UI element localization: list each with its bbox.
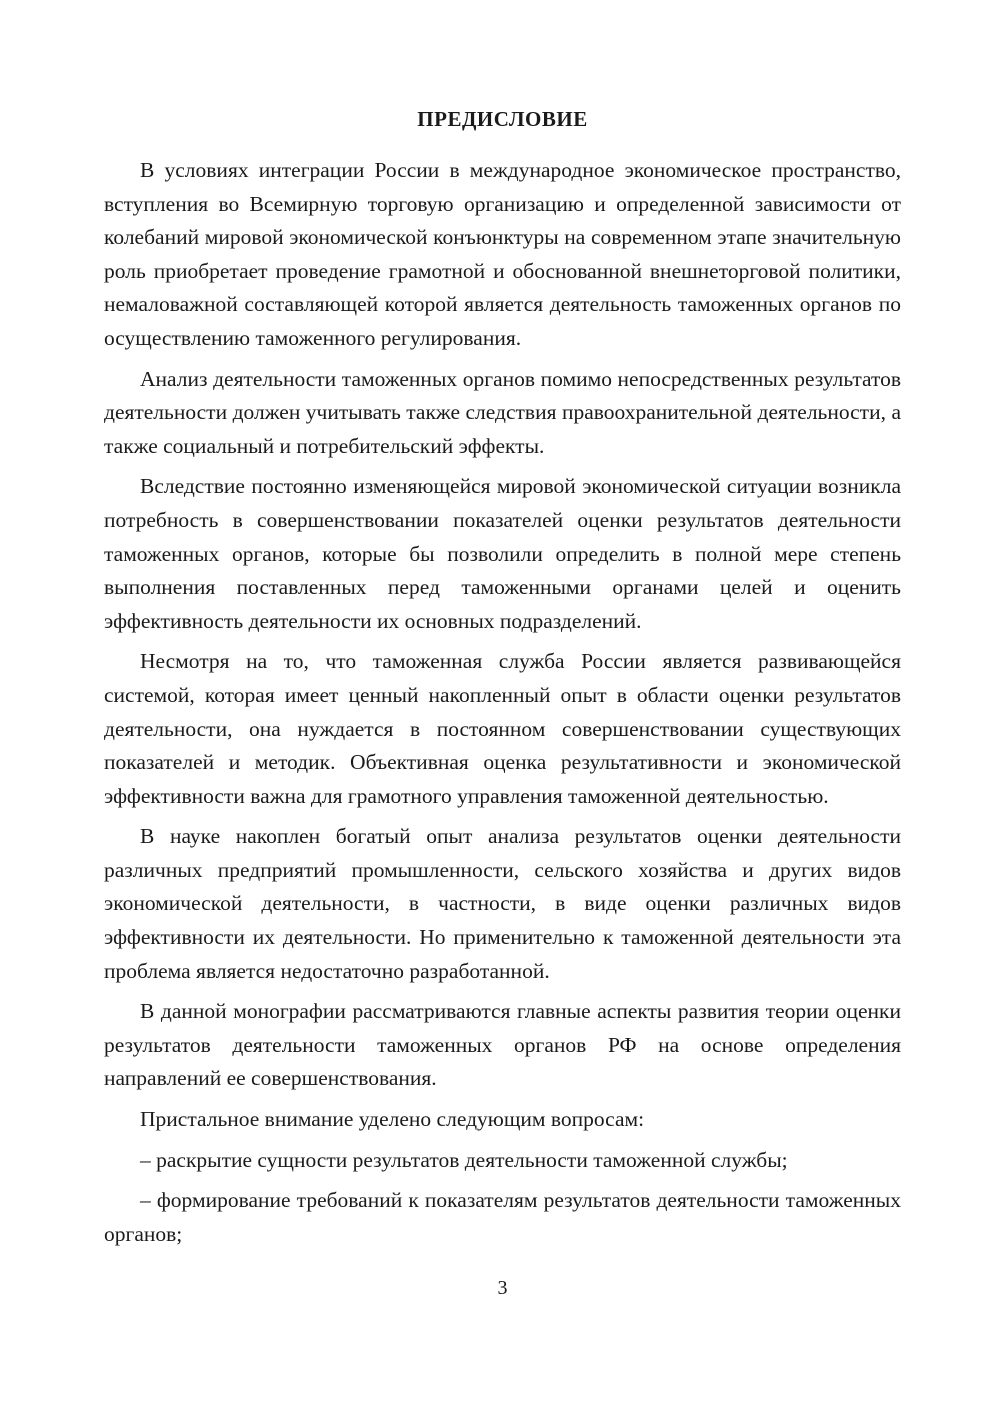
paragraph-2: Анализ деятельности таможенных органов помимо непосредственных результатов деятельности должен учитывать также следствия правоохранительной деятельности, а также социальный и потребительский эффекты. [104,366,901,458]
page-title: ПРЕДИСЛОВИЕ [417,107,588,131]
paragraph-4: Несмотря на то, что таможенная служба России является развивающейся системой, которая имеет ценный накопленный опыт в области оценки результатов деятельности, она нуждается в постоянном совершенствовании существующих показателей и методик. Объективная оценка результативности и экономической эффективности важна для грамотного управления таможенной деятельностью. [104,649,901,808]
paragraph-7: Пристальное внимание уделено следующим вопросам: [140,1107,645,1132]
list-item-2: – формирование требований к показателям результатов деятельности таможенных органов; [104,1188,901,1246]
paragraph-5: В науке накоплен богатый опыт анализа результатов оценки деятельности различных предприятий промышленности, сельского хозяйства и других видов экономической деятельности, в частности, в виде оценки различных видов эффективности их деятельности. Но применительно к таможенной деятельности эта проблема является недостаточно разработанной. [104,824,901,983]
list-item-1: – раскрытие сущности результатов деятельности таможенной службы; [140,1147,788,1172]
page-number: 3 [497,1277,508,1299]
paragraph-6: В данной монографии рассматриваются главные аспекты развития теории оценки результатов деятельности таможенных органов РФ на основе определения направлений ее совершенствования. [104,999,901,1091]
paragraph-3: Вследствие постоянно изменяющейся мировой экономической ситуации возникла потребность в совершенствовании показателей оценки результатов деятельности таможенных органов, которые бы позволили определить в полной мере степень выполнения поставленных перед таможенными органами целей и оценить эффективность деятельности их основных подразделений. [104,474,901,633]
body-text [104,154,901,1258]
paragraph-1: В условиях интеграции России в международное экономическое пространство, вступления во Всемирную торговую организацию и определенной зависимости от колебаний мировой экономической конъюнктуры на современном этапе значительную роль приобретает проведение грамотной и обоснованной внешнеторговой политики, немаловажной составляющей которой является деятельность таможенных органов по осуществлению таможенного регулирования. [104,158,901,350]
